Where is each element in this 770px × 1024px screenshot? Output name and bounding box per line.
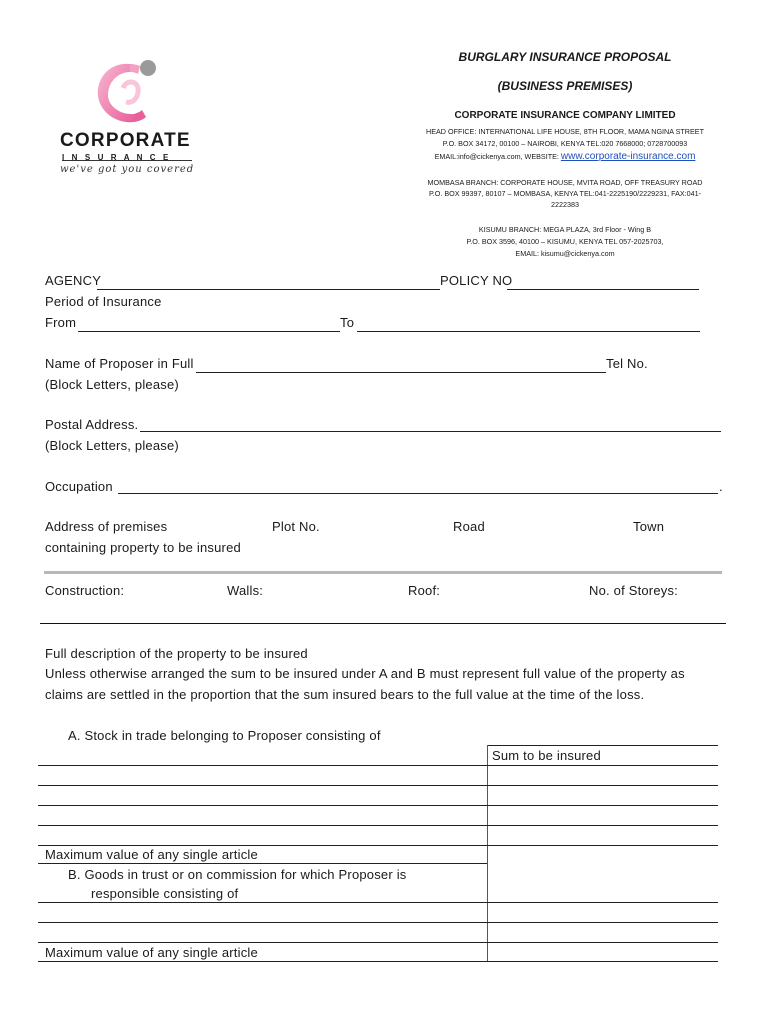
agency-label: AGENCY xyxy=(45,273,102,288)
head-office-line1: HEAD OFFICE: INTERNATIONAL LIFE HOUSE, 8TH FLOOR, MAMA NGINA STREET xyxy=(426,127,704,136)
table-row[interactable] xyxy=(38,825,718,826)
table-row[interactable] xyxy=(38,922,718,923)
item-a-label: A. Stock in trade belonging to Proposer consisting of xyxy=(68,728,381,743)
tel-label: Tel No. xyxy=(606,356,648,371)
postal-field[interactable] xyxy=(140,431,721,432)
section-divider xyxy=(44,571,722,574)
item-b-label-1: B. Goods in trust or on commission for which Proposer is xyxy=(68,867,407,882)
instruction-line-1: Unless otherwise arranged the sum to be insured under A and B must represent full value of the property as xyxy=(45,666,685,681)
agency-field[interactable] xyxy=(97,289,440,290)
table-row[interactable] xyxy=(38,805,718,806)
doc-title: BURGLARY INSURANCE PROPOSAL xyxy=(458,50,672,64)
from-field[interactable] xyxy=(78,331,340,332)
item-b-label-2: responsible consisting of xyxy=(91,886,239,901)
construction-rule xyxy=(40,623,726,624)
table-column-divider xyxy=(487,745,488,961)
logo-word: CORPORATE xyxy=(60,130,191,151)
premises-label-2: containing property to be insured xyxy=(45,540,241,555)
table-row[interactable] xyxy=(38,845,718,846)
storeys-label: No. of Storeys: xyxy=(589,583,678,598)
block-letters-note-2: (Block Letters, please) xyxy=(45,438,179,453)
email-label: EMAIL:info@cickenya.com, WEBSITE: xyxy=(434,152,561,161)
from-label: From xyxy=(45,315,77,330)
proposer-field[interactable] xyxy=(196,372,606,373)
block-letters-note: (Block Letters, please) xyxy=(45,377,179,392)
max-value-field-1[interactable] xyxy=(38,863,487,864)
walls-label: Walls: xyxy=(227,583,264,598)
website-link[interactable]: www.corporate-insurance.com xyxy=(560,151,696,162)
doc-subtitle: (BUSINESS PREMISES) xyxy=(497,79,633,93)
kisumu-line3: EMAIL: kisumu@cickenya.com xyxy=(515,249,615,258)
to-label: To xyxy=(340,315,355,330)
table-bottom-rule[interactable] xyxy=(38,961,718,962)
roof-label: Roof: xyxy=(408,583,441,598)
head-office-line2: P.O. BOX 34172, 00100 – NAIROBI, KENYA TEL:020 7668000; 0728700093 xyxy=(442,139,688,148)
proposer-label: Name of Proposer in Full xyxy=(45,356,194,371)
mombasa-line2: P.O. BOX 99397, 80107 – MOMBASA, KENYA TEL:041-2225190/2229231, FAX:041- xyxy=(428,189,702,198)
occupation-field[interactable] xyxy=(118,493,718,494)
road-label: Road xyxy=(453,519,485,534)
mombasa-line1: MOMBASA BRANCH: CORPORATE HOUSE, MVITA ROAD, OFF TREASURY ROAD xyxy=(427,178,703,187)
table-row[interactable] xyxy=(38,942,718,943)
period-label: Period of Insurance xyxy=(45,294,162,309)
kisumu-line1: KISUMU BRANCH: MEGA PLAZA, 3rd Floor - Wing B xyxy=(478,225,652,234)
plot-no-label: Plot No. xyxy=(272,519,320,534)
table-row[interactable] xyxy=(38,785,718,786)
kisumu-line2: P.O. BOX 3596, 40100 – KISUMU, KENYA TEL 057-2025703, xyxy=(466,237,664,246)
table-row[interactable] xyxy=(38,765,718,766)
logo-mark-icon xyxy=(90,58,160,130)
town-label: Town xyxy=(633,519,665,534)
policy-no-field[interactable] xyxy=(507,289,699,290)
email-line xyxy=(415,151,715,162)
max-value-label-1: Maximum value of any single article xyxy=(45,847,258,862)
company-logo xyxy=(60,58,200,183)
postal-label: Postal Address. xyxy=(45,417,139,432)
to-field[interactable] xyxy=(357,331,700,332)
instruction-line-2: claims are settled in the proportion that the sum insured bears to the full value at the time of the loss. xyxy=(45,687,645,702)
max-value-label-2: Maximum value of any single article xyxy=(45,945,258,960)
occupation-label: Occupation xyxy=(45,479,113,494)
table-row[interactable] xyxy=(38,902,718,903)
full-description-heading: Full description of the property to be insured xyxy=(45,646,308,661)
mombasa-line3: 2222383 xyxy=(551,200,579,209)
sum-insured-header: Sum to be insured xyxy=(492,748,601,763)
construction-label: Construction: xyxy=(45,583,125,598)
logo-tagline: we've got you covered xyxy=(60,164,195,175)
premises-label-1: Address of premises xyxy=(45,519,168,534)
policy-no-label: POLICY NO xyxy=(440,273,513,288)
company-name: CORPORATE INSURANCE COMPANY LIMITED xyxy=(454,110,676,121)
table-top-rule xyxy=(487,745,718,746)
logo-sub: I N S U R A N C E xyxy=(62,153,171,162)
occupation-dot: . xyxy=(719,479,723,494)
